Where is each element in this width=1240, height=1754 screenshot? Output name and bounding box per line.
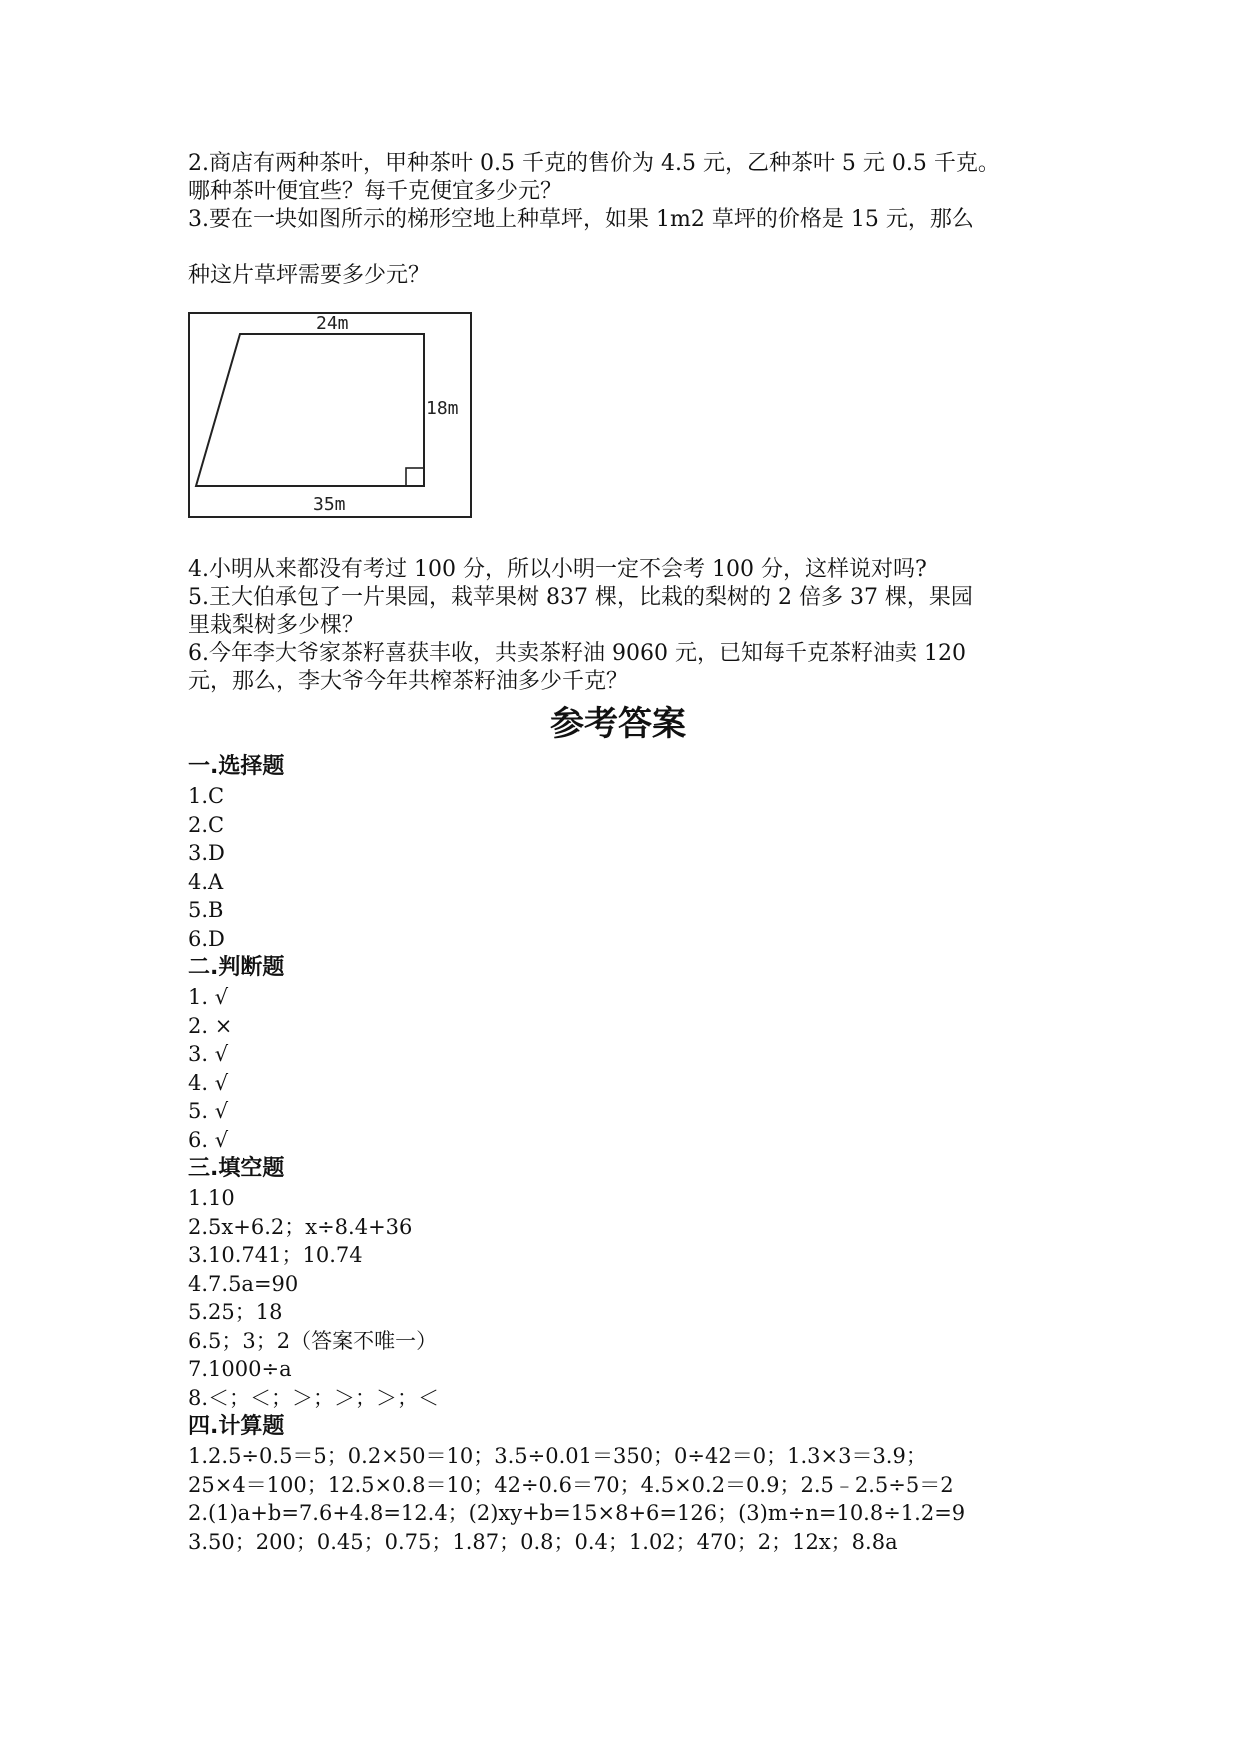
answer-item: 1. √	[188, 985, 229, 1009]
question-6-line-2: 元，那么，李大爷今年共榨茶籽油多少千克？	[188, 669, 629, 694]
section-title: 三.填空题	[188, 1156, 285, 1181]
section-title: 一.选择题	[188, 754, 285, 779]
section-calculation	[188, 1412, 1108, 1556]
right-height-label: 18m	[426, 398, 459, 419]
right-angle-mark	[406, 468, 424, 486]
answer-item: 4. √	[188, 1070, 229, 1095]
section-title: 四.计算题	[188, 1414, 285, 1439]
answer-item: 1.C	[188, 784, 225, 808]
answer-item: 2.C	[188, 812, 225, 837]
answer-item: 2.(1)a+b=7.6+4.8=12.4；(2)xy+b=15×8+6=126；(3)m÷n=10.8÷1.2=9	[188, 1501, 966, 1525]
section-true-false	[188, 953, 1108, 1154]
answer-item: 3.D	[188, 841, 225, 865]
answer-item: 7.1000÷a	[188, 1357, 292, 1381]
question-5-line-1: 5.王大伯承包了一片果园，栽苹果树 837 棵，比栽的梨树的 2 倍多 37 棵，果园	[188, 585, 973, 610]
question-6-line-1: 6.今年李大爷家茶籽喜获丰收，共卖茶籽油 9060 元，已知每千克茶籽油卖 120	[188, 641, 966, 666]
bottom-length-label: 35m	[313, 494, 346, 515]
answer-key-title: 参考答案	[550, 704, 686, 744]
answer-item: 5. √	[188, 1099, 229, 1123]
trapezoid-figure	[188, 312, 474, 520]
answer-item: 2. ×	[188, 1013, 233, 1038]
answer-item: 8.＜；＜；＞；＞；＞；＜	[188, 1385, 440, 1410]
trapezoid-shape	[196, 334, 424, 486]
section-title: 二.判断题	[188, 955, 285, 980]
answer-item: 3. √	[188, 1042, 229, 1066]
question-2-line-2: 哪种茶叶便宜些？每千克便宜多少元？	[188, 179, 563, 204]
answer-item: 3.50；200；0.45；0.75；1.87；0.8；0.4；1.02；470；2；12x；8.8a	[188, 1529, 898, 1554]
answer-item: 6.D	[188, 926, 225, 951]
question-5-line-2: 里栽梨树多少棵？	[188, 613, 365, 638]
section-multiple-choice	[188, 752, 1108, 953]
answer-item: 1.2.5÷0.5＝5；0.2×50＝10；3.5÷0.01＝350；0÷42＝0；1.3×3＝3.9；	[188, 1444, 927, 1468]
answer-item: 3.10.741；10.74	[188, 1243, 363, 1267]
answer-item: 25×4＝100；12.5×0.8＝10；42÷0.6＝70；4.5×0.2＝0.9；2.5﹣2.5÷5＝2	[188, 1472, 954, 1497]
question-3-line-2: 种这片草坪需要多少元？	[188, 263, 431, 288]
question-2-line-1: 2.商店有两种茶叶，甲种茶叶 0.5 千克的售价为 4.5 元，乙种茶叶 5 元 0.5 千克。	[188, 151, 1000, 176]
answer-item: 6.5；3；2（答案不唯一）	[188, 1328, 438, 1353]
section-fill-in	[188, 1154, 1108, 1412]
answer-item: 1.10	[188, 1186, 235, 1210]
question-3-line-1: 3.要在一块如图所示的梯形空地上种草坪，如果 1m2 草坪的价格是 15 元，那么	[188, 207, 974, 232]
top-length-label: 24m	[316, 313, 349, 334]
answer-item: 5.25；18	[188, 1300, 283, 1324]
answer-item: 5.B	[188, 898, 224, 922]
question-4-line-1: 4.小明从来都没有考过 100 分，所以小明一定不会考 100 分，这样说对吗?	[188, 557, 927, 582]
answer-item: 4.7.5a=90	[188, 1271, 299, 1296]
answer-item: 2.5x+6.2；x÷8.4+36	[188, 1214, 413, 1239]
answer-item: 6. √	[188, 1127, 229, 1152]
document-content	[188, 150, 1108, 1556]
answer-item: 4.A	[188, 869, 224, 894]
